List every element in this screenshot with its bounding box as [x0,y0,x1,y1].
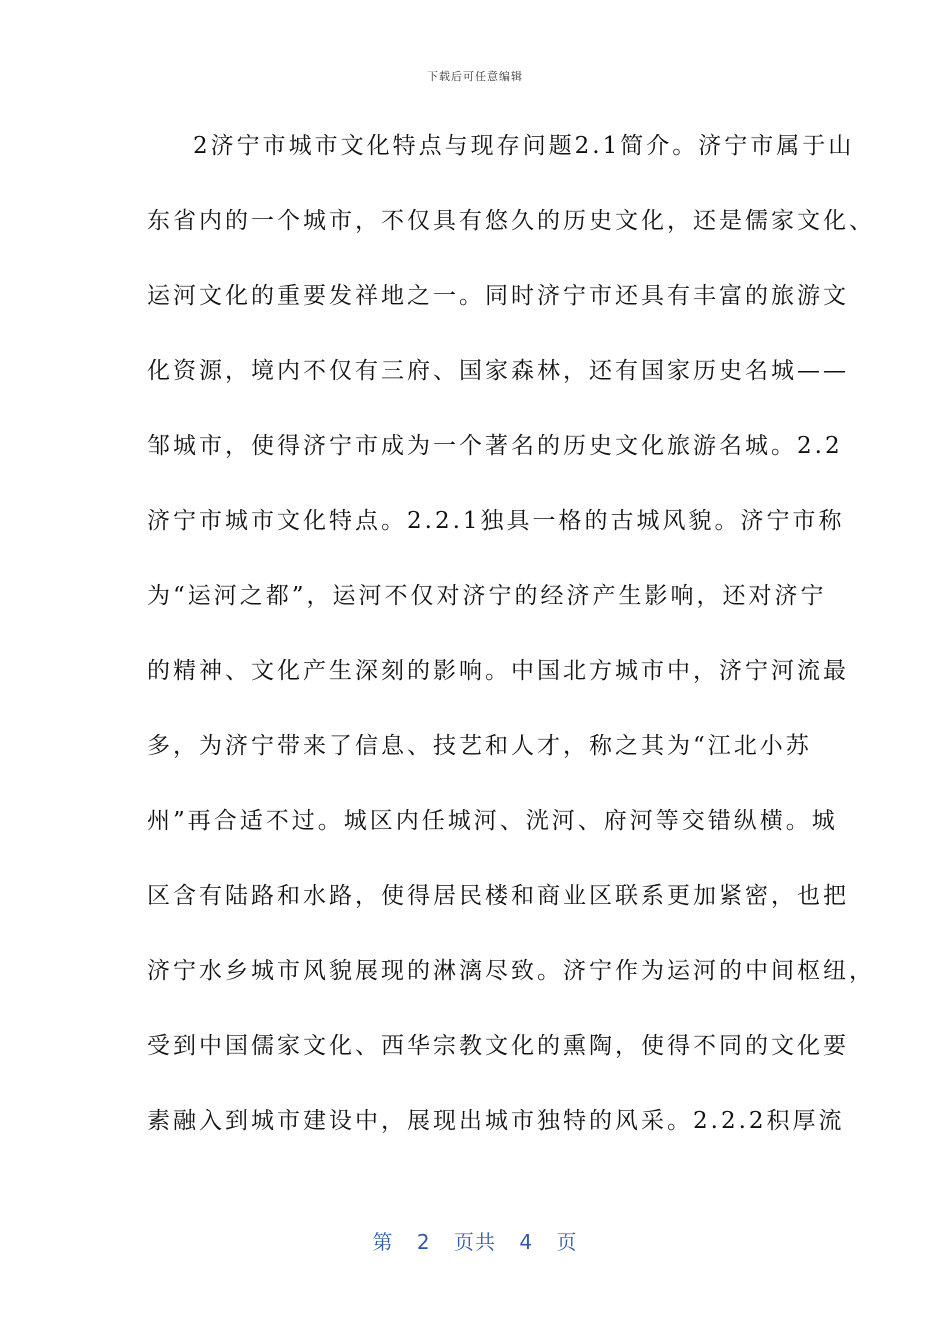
body-line: 素融入到城市建设中，展现出城市独特的风采。2.2.2积厚流 [147,1108,845,1134]
body-line: 2济宁市城市文化特点与现存问题2.1简介。济宁市属于山 [193,133,855,159]
body-line: 济宁市城市文化特点。2.2.1独具一格的古城风貌。济宁市称 [147,508,845,534]
body-line: 运河文化的重要发祥地之一。同时济宁市还具有丰富的旅游文 [147,283,849,309]
body-line: 区含有陆路和水路，使得居民楼和商业区联系更加紧密，也把 [147,883,849,909]
body-line: 东省内的一个城市，不仅具有悠久的历史文化，还是儒家文化、 [147,208,875,234]
body-line: 的精神、文化产生深刻的影响。中国北方城市中，济宁河流最 [147,658,849,684]
total-pages-number: 4 [519,1230,534,1254]
page-label-prefix: 第 [372,1230,394,1254]
body-line: 为“运河之都”，运河不仅对济宁的经济产生影响，还对济宁 [147,583,827,609]
body-line: 济宁水乡城市风貌展现的淋漓尽致。济宁作为运河的中间枢纽， [147,958,875,984]
body-line: 受到中国儒家文化、西华宗教文化的熏陶，使得不同的文化要 [147,1033,849,1059]
body-line: 州”再合适不过。城区内任城河、洸河、府河等交错纵横。城 [147,808,838,834]
page-label-middle: 页共 [454,1230,496,1254]
page-footer [0,1226,950,1255]
body-line: 化资源，境内不仅有三府、国家森林，还有国家历史名城—— [147,358,849,384]
header-note: 下载后可任意编辑 [427,70,523,83]
body-line: 多，为济宁带来了信息、技艺和人才，称之其为“江北小苏 [147,733,812,759]
page-label-suffix: 页 [556,1230,578,1254]
body-line: 邹城市，使得济宁市成为一个著名的历史文化旅游名城。2.2 [147,433,843,459]
current-page-number: 2 [416,1230,431,1254]
